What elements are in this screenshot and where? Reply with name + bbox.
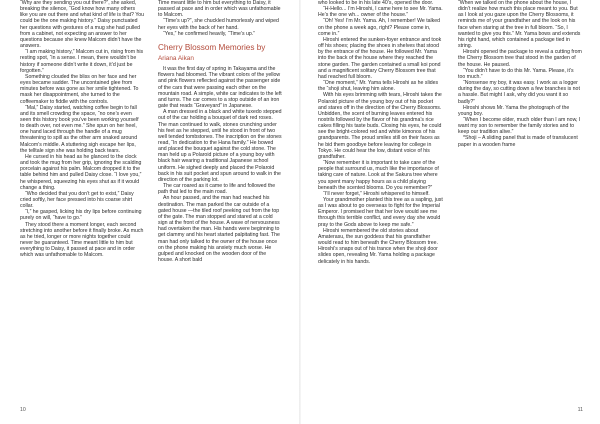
paragraph: Time meant little to him but everything to Daisy, it passed at pace and in order which was unfathomable to Malcom. xyxy=(158,0,281,19)
left-column-2 xyxy=(158,0,282,263)
page-number-right: 11 xyxy=(577,407,583,413)
paragraph: Hiroshi shows Mr. Yama the photograph of the young boy. xyxy=(458,104,570,117)
paragraph: “Now remember it is important to take care of the people that surround us, much like the importance of taking care of nature. Look at the Sakura tree where you spent many happy hours as a child playing beneath the scented blooms. Do you remember?” xyxy=(318,160,439,191)
paragraph: “You didn’t have to do this Mr. Yama. Please, it’s too much.” xyxy=(458,67,574,80)
paragraph: They stood there a moment longer, each second stretching into another before it finally broke. As much as he tried, longer or more nights together could never be guaranteed. Time meant little to him but everything to Daisy, it passed at pace and in order which was unfathomable to Malcom. xyxy=(20,221,144,259)
paragraph: “Mal,” Daisy started, watching coffee begin to fall and its smell crowding the space, “no one’s even seen this history book you’ve been working yourself to death over, not even me.” She spun on her heel, one hand laced through the handle of a mug threatening to spill as the other arm snaked around Malcom’s middle. A stuttering sigh escape her lips, the telltale sign she was holding back tears. xyxy=(20,104,139,154)
paragraph: With his eyes brimming with tears, Hiroshi takes the Polaroid picture of the young boy out of his pocket and stares off in the direction of the Cherry Blossoms. Unbidden, the scent of burning leaves entered his nostrils followed by the flavor of his grandma’s rice cakes filling his taste buds. Closing his eyes, he could see the bright-colored red and white kimonos of his grandparents. The proud smiles still on their faces as he bid them goodbye before leaving for college in Tokyo. He could hear the low, distant voice of his grandfather. xyxy=(318,92,442,160)
paragraph: who looked to be in his late 40’s, opened the door. xyxy=(318,0,434,6)
paragraph: Hiroshi opened the package to reveal a cutting from the Cherry Blossom tree that stood in the garden of the house. He paused. xyxy=(458,49,582,68)
right-column-1 xyxy=(318,0,443,265)
paragraph: The car roared as it came to life and followed the path that led to the main road. xyxy=(158,183,276,196)
page-number-left: 10 xyxy=(20,407,26,413)
paragraph: “One moment,” Mr. Yama tells Hiroshi as he slides the “shoji shut, leaving him alone. xyxy=(318,80,439,93)
paragraph: He cursed in his head as he glanced to the clock and took the mug from her grip, ignoring the scalding porcelain against his palm. Malcom dropped it to the table behind him and pulled Daisy close. “I love you,” he whispered, squeezing his eyes shut as if it would change a thing. xyxy=(20,153,142,191)
paragraph: “Who decided that you don’t get to exist,” Daisy cried softly, her face pressed into his coarse shirt collar. xyxy=(20,190,134,210)
paragraph: “Yes,” he confirmed heavily, “Time’s up.” xyxy=(163,30,255,37)
paragraph: “H-Hello... I’m Hiroshi, I came here to see Mr. Yama. He’s the one wh... owner of the house.” xyxy=(318,6,443,19)
paragraph: A man dressed in a black and white tuxedo stepped out of the car holding a bouquet of dark red roses. The man continued to walk, stones crunching under his feet as he stepped, until he stood in front of two well tended tombstones. The inscription on the stones read, “In dedication to the Hana family.” He bowed and placed the bouquet against the cold stone. The man held up a Polaroid picture of a young boy with black hair wearing a traditional Japanese school uniform. He sighed deeply and placed the Polaroid back in his suit pocket and spun around to walk in the direction of the parking lot. xyxy=(158,109,282,183)
paragraph: “I,” he gasped, licking his dry lips before continuing purely on will, “have to go.” xyxy=(20,209,142,222)
right-column-2 xyxy=(458,0,582,148)
paragraph: “I’ll never forget,” Hiroshi whispered to himself. xyxy=(323,190,430,197)
paragraph: “Oh! Yes! I’m Mr. Yama. Ah, I remember! We talked on the phone a week ago, right? Please come in, come in.” xyxy=(318,18,441,37)
paragraph: “When I become older, much older than I am now, I want my son to remember the family stories and to keep our tradition alive.” xyxy=(458,116,581,136)
paragraph: “Why are they sending you out there?”, she asked, breaking the silence, “God know how many others like you are out there and what kind of life is that? You could be the one making history.” Daisy punctuated her questions with gestures of a mug she had pulled from a cabinet, not expecting an answer to her questions because she knew Malcom didn’t have the answers. xyxy=(20,0,145,50)
paragraph: “Nonsense my boy, it was easy. I work as a logger during the day, so cutting down a few branches is not a hassle. But might I ask, why did you want it so badly?” xyxy=(458,80,580,105)
paragraph: It was the first day of spring in Takayama and the flowers had bloomed. The vibrant colors of the yellow and pink flowers reflected against the passenger side of the cars that were passing each other on the mountain road. A simple, white car indicates to the left and turns. The car comes to a stop outside of an iron gate that reads “Graveyard” in Japanese. xyxy=(158,66,282,110)
paragraph: “When we talked on the phone about the house, I didn’t realize how much this place meant to you. But as I look at you gaze upon the Cherry Blossoms, it reminds me of your grandfather and the look on his face when staring at the tree in full bloom. “So, I wanted to give you this.” Mr. Yama bows and extends his right hand, which contained a package tied in string. xyxy=(458,0,581,50)
paragraph: Hiroshi entered the sunken-foyer entrance and took off his shoes; placing the shoes in shelves that stood by the entrance of the house. He followed Mr. Yama into the back of the house where they reached the stone garden. The garden contained a small koi pond and a magnificent solitary Cherry Blossom tree that had reached full bloom. xyxy=(318,36,442,80)
paragraph: “I am making history,” Malcom cut in, rising from his resting spot, “in a sense. I mean, there wouldn’t be history if someone didn’t write it down, it’d just be forgotten.” xyxy=(20,49,144,74)
story-author: Ariana Aikan xyxy=(158,55,194,63)
left-column-1 xyxy=(20,0,144,259)
story-title: Cherry Blossom Memories by xyxy=(158,42,266,52)
paragraph: “Time’s up?”, she chuckled humorlessly and wiped her eyes with the back of her hand. xyxy=(158,18,279,31)
paragraph: Something clouded the bliss on her face and her eyes became sadder. The uncontained glee from minutes before was gone as her smile tightened. To mask her disappointment, she turned to the coffeemaker to fiddle with the controls. xyxy=(20,73,139,105)
paragraph: Hiroshi remembered the old stories about Amaterasu, the sun goddess that his grandfather would read to him beneath the Cherry Blossom tree. Hiroshi’s snaps out of his trance when the shoji door slides open, revealing Mr. Yama holding a package delicately in his hands. xyxy=(318,227,438,265)
right-page xyxy=(300,0,600,424)
paragraph: Your grandmother planted this tree as a sapling, just as I was about to go overseas to fight for the Imperial Emperor. I promised her that her love would see me through this terrible conflict, and every day she would pray to the Gods above to keep me safe.” xyxy=(318,197,443,228)
footnote: *Shoji – A sliding panel that is made of translucent paper in a wooden frame xyxy=(458,135,578,148)
paragraph: An hour passed, and the man had reached his destination. The man parked the car outside of a gated house —the tiled roof peeking out from the top of the gate. The man stopped and stared at a cold sign at the front of the house. A wave of nervousness had overtaken the man. His hands were beginning to get clammy and his heart started palpitating fast. The man had only talked to the owner of the house once on the phone making his anxiety much worse. He gulped and knocked on the wooden door of the house. A short bald xyxy=(158,195,280,263)
